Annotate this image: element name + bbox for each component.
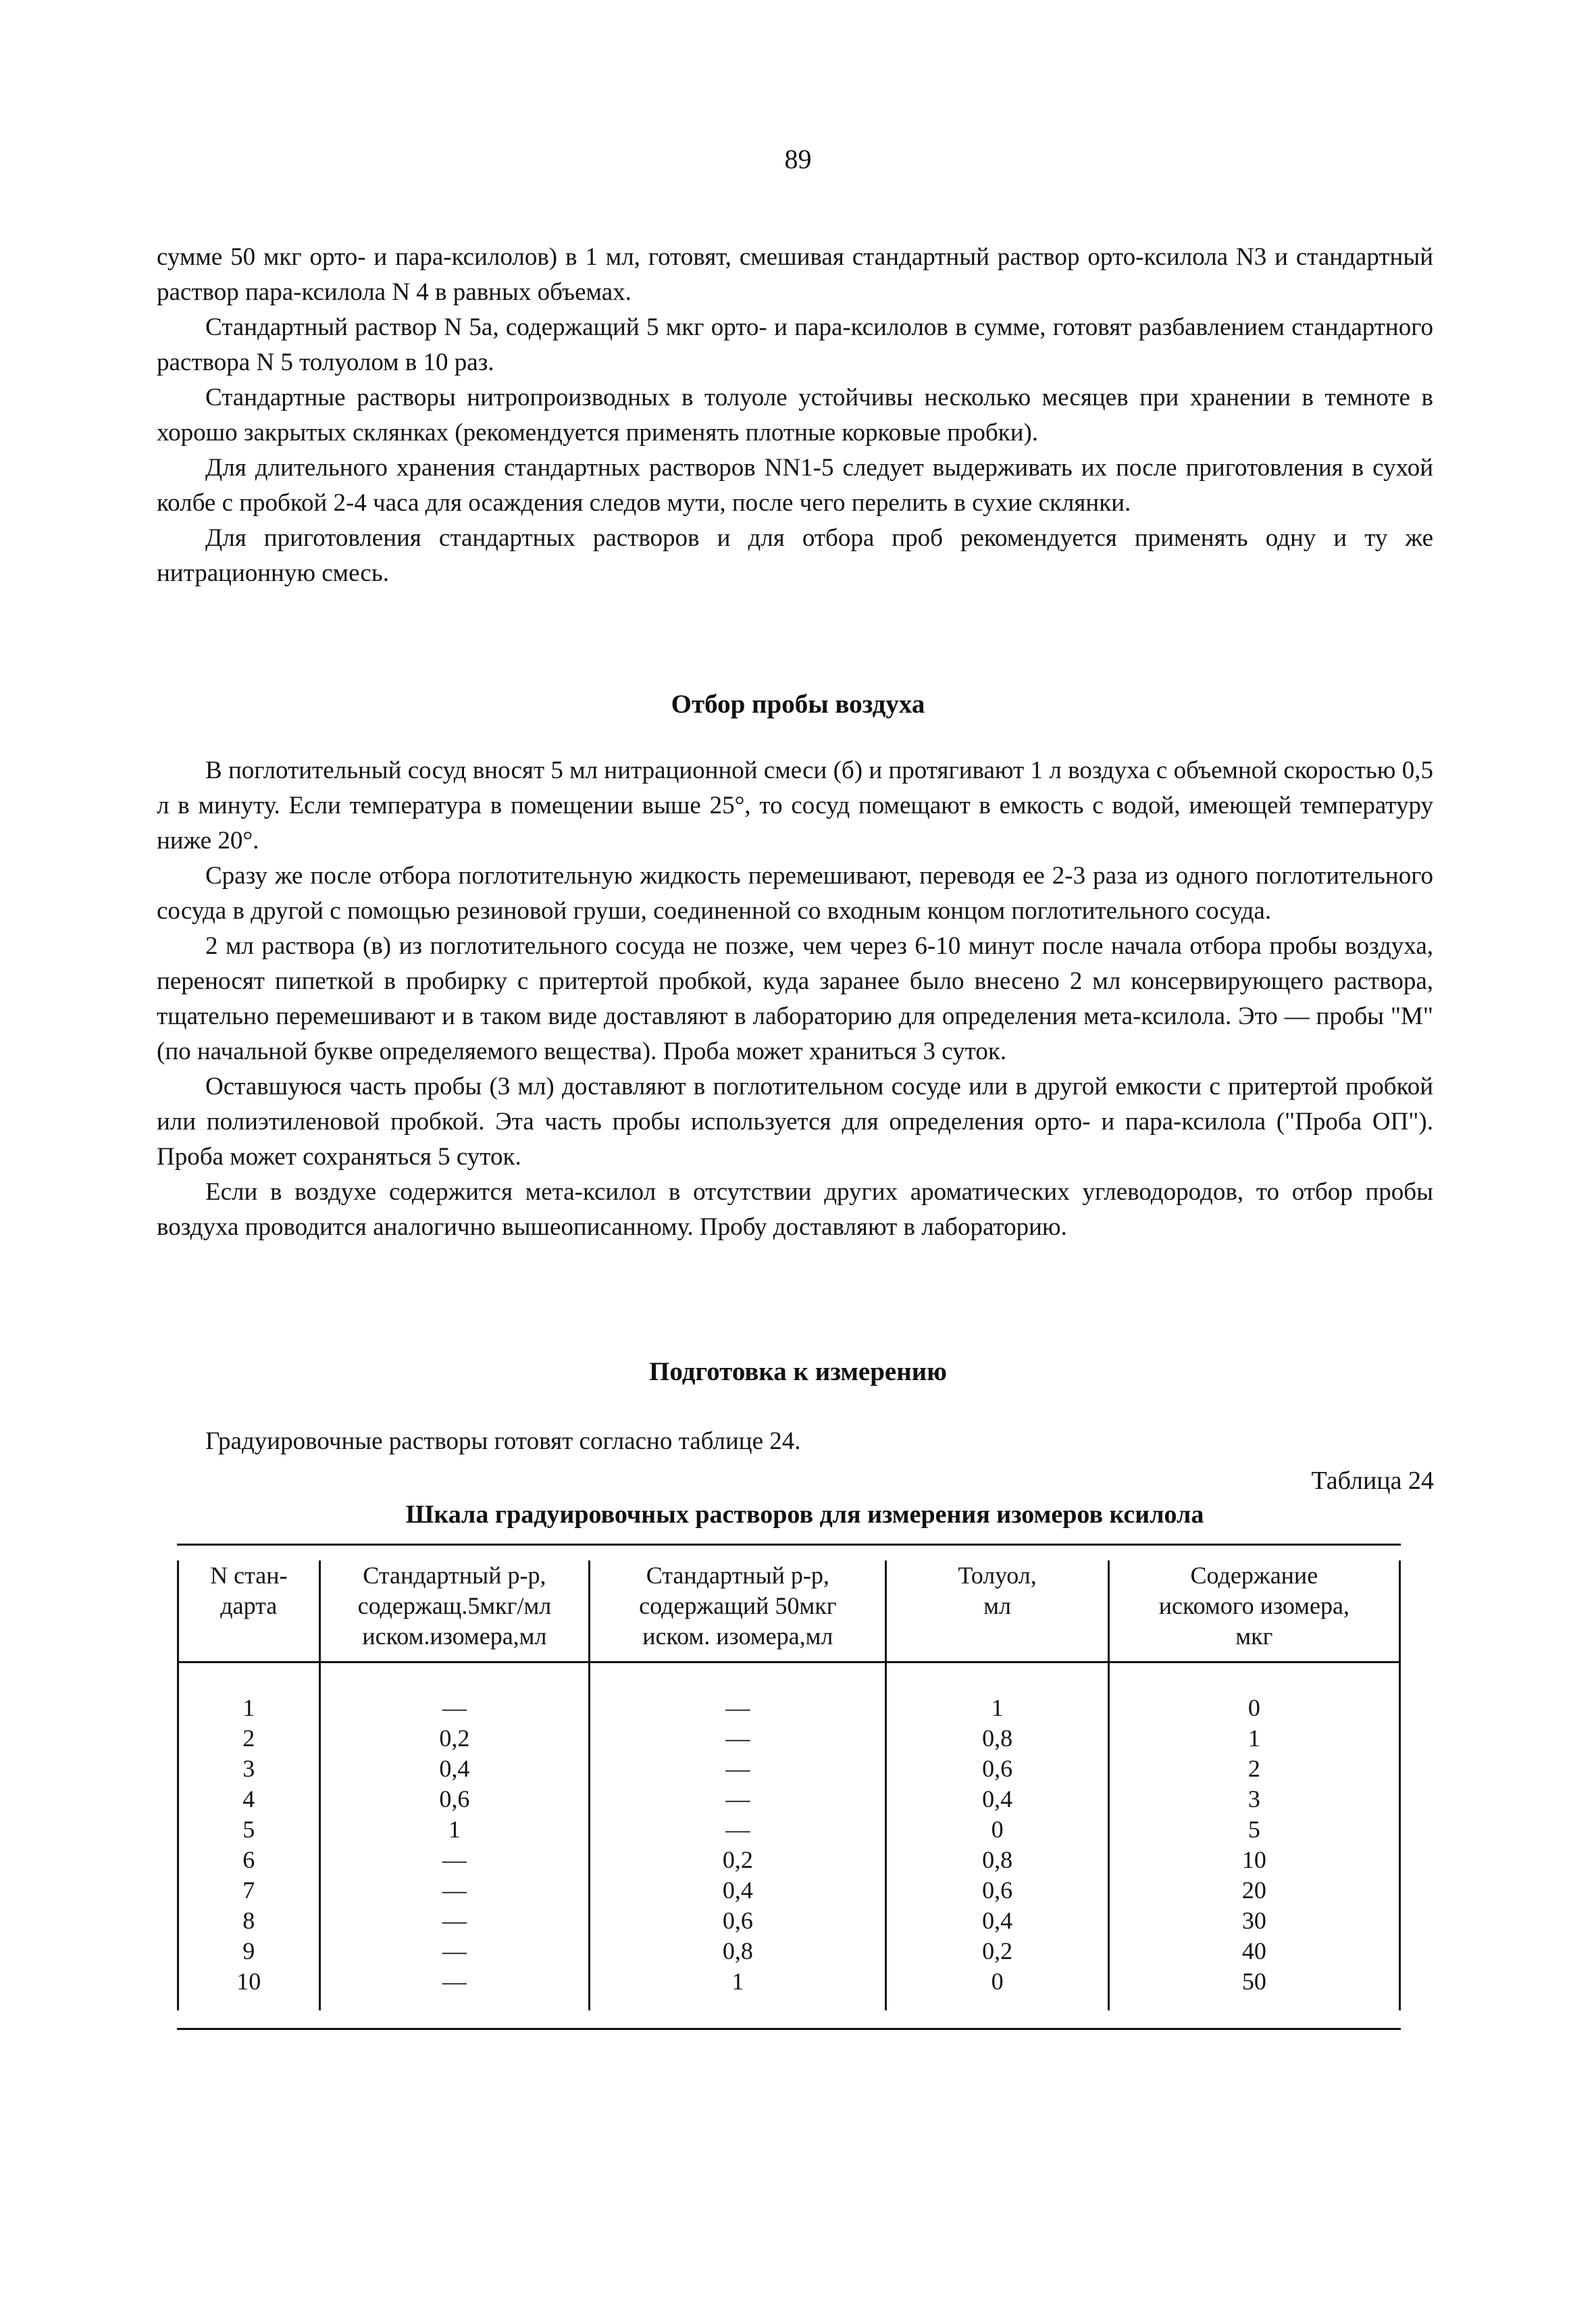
table-cell: 0	[886, 1814, 1108, 1845]
table-cell: 40	[1108, 1936, 1399, 1966]
table-cell: 1	[178, 1662, 320, 1724]
paragraph: Стандартные растворы нитропроизводных в толуоле устойчивы несколько месяцев при хранении в темноте в хорошо закрытых склянках (рекомендуется применять плотные корковые пробки).	[157, 384, 1433, 447]
table-cell: 0,6	[319, 1784, 590, 1814]
table-cell: 0,2	[886, 1936, 1108, 1966]
table-cell: 1	[319, 1814, 590, 1845]
table-cell: 2	[178, 1723, 320, 1754]
table-cell: 2	[1108, 1754, 1399, 1784]
paragraph: Стандартный раствор N 5а, содержащий 5 мкг орто- и пара-ксилолов в сумме, готовят разбавлением стандартного раствора N 5 толуолом в 10 раз.	[157, 313, 1433, 376]
table-row	[178, 1754, 1400, 1784]
table-cell: 0,2	[319, 1723, 590, 1754]
paragraph: Если в воздухе содержится мета-ксилол в отсутствии других ароматических углеводородов, то отбор пробы воздуха проводится аналогично вышеописанному. Пробу доставляют в лабораторию.	[157, 1178, 1433, 1241]
table-cell: 0,8	[590, 1936, 886, 1966]
table-cell: 20	[1108, 1875, 1399, 1906]
table-cell: 1	[886, 1662, 1108, 1724]
table-row	[178, 1662, 1400, 1724]
table-cell: 3	[1108, 1784, 1399, 1814]
table-top-rule	[177, 1544, 1401, 1546]
paragraph: Сразу же после отбора поглотительную жидкость перемешивают, переводя ее 2-3 раза из одного поглотительного сосуда в другой с помощью резиновой груши, соединенной со входным концом поглотительного сосуда.	[157, 862, 1433, 925]
table-label: Таблица 24	[1311, 1467, 1434, 1495]
table-cell: 0,4	[319, 1754, 590, 1784]
paragraph: Для приготовления стандартных растворов и для отбора проб рекомендуется применять одну и ту же нитрационную смесь.	[157, 524, 1433, 587]
table-cell: —	[590, 1662, 886, 1724]
table-caption: Шкала градуировочных растворов для измерения изомеров ксилола	[405, 1500, 1204, 1529]
column-header: Содержание искомого изомера, мкг	[1108, 1560, 1399, 1662]
table-cell: 7	[178, 1875, 320, 1906]
section-heading-sampling: Отбор пробы воздуха	[671, 690, 925, 719]
table-cell: —	[319, 1966, 590, 2010]
table-cell: 0	[1108, 1662, 1399, 1724]
paragraph: 2 мл раствора (в) из поглотительного сосуда не позже, чем через 6-10 минут после начала отбора пробы воздуха, переносят пипеткой в пробирку с притертой пробкой, куда заранее было внесено 2 мл консервирующего раствора, тщательно перемешивают и в таком виде доставляют в лабораторию для определения мета-ксилола. Это — пробы "М" (по начальной букве определяемого вещества). Проба может храниться 3 суток.	[157, 932, 1433, 1065]
table-row	[178, 1723, 1400, 1754]
paragraph: сумме 50 мкг орто- и пара-ксилолов) в 1 мл, готовят, смешивая стандартный раствор орто-ксилола N3 и стандартный раствор пара-ксилола N 4 в равных объемах.	[157, 243, 1433, 306]
table-cell: 8	[178, 1906, 320, 1936]
table-cell: —	[319, 1936, 590, 1966]
table-cell: 3	[178, 1754, 320, 1784]
table-cell: 10	[1108, 1845, 1399, 1875]
table-cell: 0,8	[886, 1723, 1108, 1754]
table-bottom-rule	[177, 2028, 1401, 2030]
table-cell: —	[590, 1723, 886, 1754]
paragraph: Оставшуюся часть пробы (3 мл) доставляют в поглотительном сосуде или в другой емкости с притертой пробкой или полиэтиленовой пробкой. Эта часть пробы используется для определения орто- и пара-ксилола ("Проба ОП"). Проба может сохраняться 5 суток.	[157, 1073, 1433, 1171]
calibration-table	[177, 1560, 1401, 2010]
table-row	[178, 1845, 1400, 1875]
paragraph: Для длительного хранения стандартных растворов NN1-5 следует выдерживать их после приготовления в сухой колбе с пробкой 2-4 часа для осаждения следов мути, после чего перелить в сухие склянки.	[157, 454, 1433, 517]
page-number: 89	[784, 144, 812, 174]
table-row	[178, 1966, 1400, 2010]
paragraph: В поглотительный сосуд вносят 5 мл нитрационной смеси (б) и протягивают 1 л воздуха с объемной скоростью 0,5 л в минуту. Если температура в помещении выше 25°, то сосуд помещают в емкость с водой, имеющей температуру ниже 20°.	[157, 757, 1433, 855]
table-row	[178, 1814, 1400, 1845]
table-row	[178, 1936, 1400, 1966]
column-header: N стан- дарта	[178, 1560, 320, 1662]
table-cell: —	[590, 1754, 886, 1784]
table-cell: 0	[886, 1966, 1108, 2010]
paragraph: Градуировочные растворы готовят согласно таблице 24.	[205, 1427, 801, 1455]
table-cell: 5	[178, 1814, 320, 1845]
table-row	[178, 1784, 1400, 1814]
table-cell: 9	[178, 1936, 320, 1966]
table-cell: 0,8	[886, 1845, 1108, 1875]
column-header: Толуол, мл	[886, 1560, 1108, 1662]
table-cell: —	[319, 1875, 590, 1906]
section-heading-prep: Подготовка к измерению	[649, 1357, 947, 1386]
table-cell: —	[319, 1845, 590, 1875]
table-cell: 10	[178, 1966, 320, 2010]
table-cell: 0,4	[886, 1906, 1108, 1936]
table-cell: —	[590, 1784, 886, 1814]
table-cell: 1	[590, 1966, 886, 2010]
column-header: Стандартный р-р, содержащ.5мкг/мл иском.изомера,мл	[319, 1560, 590, 1662]
intro-text-block	[157, 240, 1433, 591]
table-cell: 50	[1108, 1966, 1399, 2010]
table-header-row	[178, 1560, 1400, 1662]
table-cell: 0,6	[886, 1754, 1108, 1784]
table-row	[178, 1875, 1400, 1906]
table-cell: 1	[1108, 1723, 1399, 1754]
table-cell: 0,6	[590, 1906, 886, 1936]
table-cell: 4	[178, 1784, 320, 1814]
table-cell: 0,2	[590, 1845, 886, 1875]
prep-text-block	[157, 1424, 1433, 1459]
sampling-text-block	[157, 753, 1433, 1245]
column-header: Стандартный р-р, содержащий 50мкг иском. изомера,мл	[590, 1560, 886, 1662]
table-cell: 0,4	[886, 1784, 1108, 1814]
table-cell: —	[590, 1814, 886, 1845]
table-cell: —	[319, 1662, 590, 1724]
table-row	[178, 1906, 1400, 1936]
table-cell: —	[319, 1906, 590, 1936]
table-cell: 5	[1108, 1814, 1399, 1845]
table-cell: 30	[1108, 1906, 1399, 1936]
table-cell: 0,6	[886, 1875, 1108, 1906]
table-cell: 6	[178, 1845, 320, 1875]
table-cell: 0,4	[590, 1875, 886, 1906]
